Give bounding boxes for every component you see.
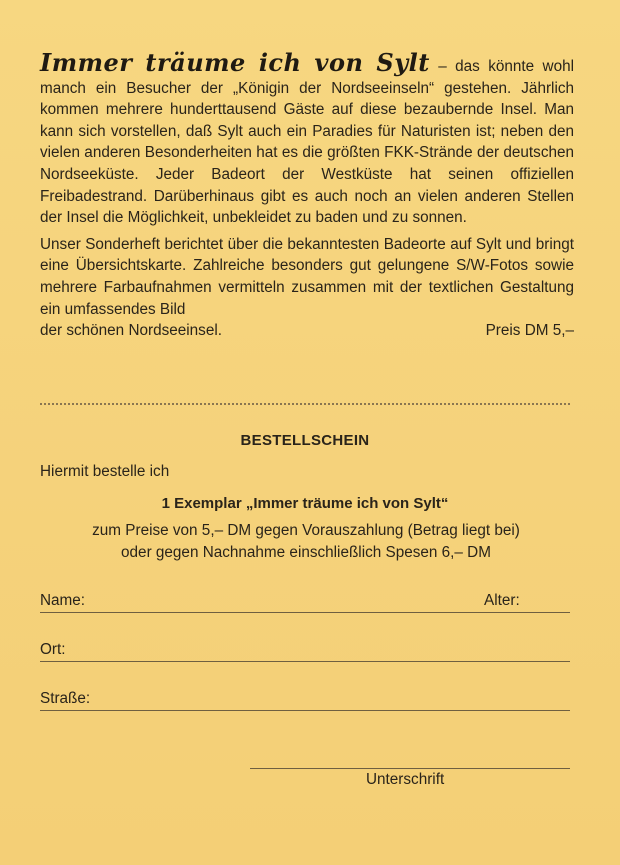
order-intro: Hiermit bestelle ich (40, 463, 170, 480)
dotted-divider (40, 403, 570, 405)
intro-paragraph-1-text: – das könnte wohl manch ein Besucher der „Königin der Nordseeinseln“ gestehen. Jährlich kommen mehrere hunderttausend Gäste auf diese bezaubernde Insel. Man kann sich vorstellen, daß Sylt auch ein Paradies für Naturisten ist; neben den vielen anderen Besonderheiten hat es die größten FKK-Strände der deutschen Nordseeküste. Jeder Badeort der Westküste hat seinen offiziellen Freibadestrand. Darüberhinaus gibt es auch noch an vielen anderen Stellen der Insel die Möglichkeit, unbekleidet zu baden und zu sonnen. (40, 58, 574, 227)
price-line (40, 320, 574, 342)
price: Preis DM 5,– (485, 322, 574, 340)
order-terms (40, 520, 572, 564)
street-label: Straße: (40, 690, 91, 707)
intro-paragraph-2-last: der schönen Nordseeinsel. (40, 322, 222, 340)
order-terms-line-2: oder gegen Nachnahme einschließlich Spesen 6,– DM (121, 544, 491, 561)
signature-label: Unterschrift (366, 771, 445, 788)
signature-line[interactable] (250, 768, 570, 769)
street-field[interactable] (40, 690, 570, 711)
order-product: 1 Exemplar „Immer träume ich von Sylt“ (161, 495, 449, 512)
name-label: Name: (40, 592, 86, 609)
age-label: Alter: (484, 592, 520, 609)
order-form-title: BESTELLSCHEIN (240, 432, 370, 449)
intro-paragraph-2-text: Unser Sonderheft berichtet über die bekanntesten Badeorte auf Sylt und bringt eine Übersichtskarte. Zahlreiche besonders gut gelungene S/W-Fotos sowie mehrere Farbaufnahmen vermitteln zusammen mit der textlichen Gestaltung ein umfassendes Bild (40, 235, 574, 318)
city-field[interactable] (40, 641, 570, 662)
intro-paragraph-2 (40, 234, 574, 342)
intro-paragraph-1 (40, 48, 574, 229)
intro-text (40, 48, 574, 347)
name-field[interactable] (40, 592, 570, 613)
order-terms-line-1: zum Preise von 5,– DM gegen Vorauszahlung (Betrag liegt bei) (92, 522, 520, 539)
intro-title: Immer träume ich von Sylt (40, 48, 430, 77)
city-label: Ort: (40, 641, 66, 658)
